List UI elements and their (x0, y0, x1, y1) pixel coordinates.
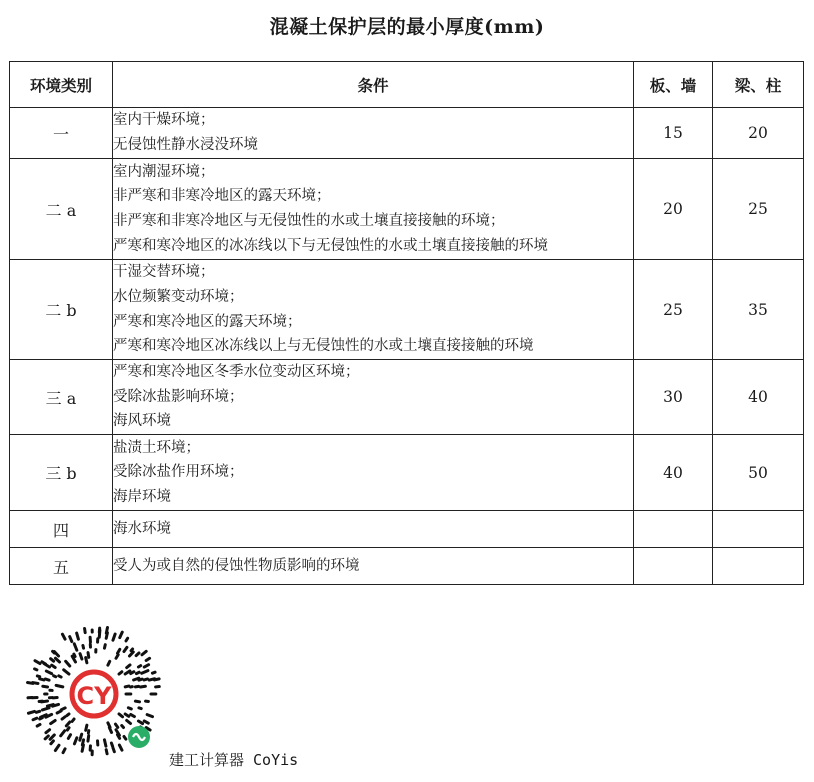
qr-dot (35, 669, 37, 670)
beam-column-value: 50 (713, 435, 804, 511)
qr-dot (66, 661, 70, 666)
header-condition: 条件 (113, 62, 634, 108)
env-class: 二 a (10, 159, 113, 260)
qr-logo-letters: CY (76, 682, 112, 710)
qr-dot (109, 728, 111, 733)
qr-dot (56, 685, 63, 687)
qr-dot (55, 745, 59, 750)
qr-dot (51, 720, 56, 723)
qr-dot (144, 679, 148, 680)
condition-line: 海风环境 (113, 413, 171, 430)
condition-cell (113, 159, 634, 260)
env-class: 一 (10, 108, 113, 159)
qr-dot (144, 721, 148, 723)
qr-dot (57, 711, 61, 713)
condition-line: 受除冰盐作用环境； (113, 464, 244, 481)
qr-dot (126, 638, 128, 641)
qr-dot (111, 743, 112, 746)
qr-dot (37, 676, 39, 677)
table-row (10, 435, 804, 511)
qr-dot (68, 735, 70, 739)
qr-dot (46, 730, 50, 733)
qr-dot (35, 661, 40, 664)
qr-dot (45, 736, 48, 739)
qr-dot (67, 714, 69, 716)
table-row (10, 159, 804, 260)
condition-line: 受除冰盐影响环境； (113, 388, 244, 405)
beam-column-value: 40 (713, 360, 804, 435)
qr-dot (50, 735, 54, 739)
table-row (10, 360, 804, 435)
qr-dot (140, 686, 145, 687)
qr-dot (46, 671, 51, 674)
condition-cell (113, 548, 634, 585)
qr-dot (120, 632, 122, 637)
qr-dot (45, 679, 49, 680)
env-class: 二 b (10, 260, 113, 360)
qr-dot (138, 721, 142, 724)
header-slab-wall: 板、墙 (634, 62, 713, 108)
qr-dot (47, 705, 53, 707)
qr-dot (80, 654, 82, 659)
slab-wall-value: 20 (634, 159, 713, 260)
beam-column-value (713, 548, 804, 585)
qr-dot (43, 686, 48, 687)
condition-cell (113, 108, 634, 159)
qr-dot (67, 728, 69, 730)
qr-dot (74, 644, 77, 650)
table-row (10, 260, 804, 360)
qr-dot (66, 722, 69, 726)
slab-wall-value: 25 (634, 260, 713, 360)
qr-dot (28, 711, 34, 713)
qr-dot (144, 665, 148, 667)
qr-dot (82, 745, 83, 751)
table-header-row (10, 62, 804, 108)
qr-dot (131, 714, 135, 716)
beam-column-value: 25 (713, 159, 804, 260)
qr-dot (122, 726, 124, 728)
qr-dot (37, 724, 40, 726)
qr-dot (128, 708, 131, 709)
qr-dot (63, 749, 65, 753)
qr-dot (42, 708, 49, 710)
qr-dot (116, 655, 118, 658)
condition-line: 严寒和寒冷地区冰冻线以上与无侵蚀性的水或土壤直接接触的环境 (113, 338, 534, 355)
qr-dot (139, 679, 142, 680)
qr-dot (104, 645, 105, 648)
qr-dot (106, 628, 107, 634)
qr-dot (129, 652, 133, 656)
condition-line: 非严寒和非寒冷地区的露天环境； (113, 188, 331, 205)
env-class: 四 (10, 511, 113, 548)
qr-dot (142, 651, 146, 654)
qr-dot (131, 672, 134, 674)
qr-dot (85, 628, 86, 632)
qr-dot (131, 649, 133, 651)
condition-cell (113, 360, 634, 435)
condition-line: 海岸环境 (113, 488, 171, 505)
condition-cell (113, 435, 634, 511)
cover-thickness-table (9, 61, 804, 585)
slab-wall-value: 30 (634, 360, 713, 435)
qr-dot (72, 719, 74, 721)
qr-dot (104, 740, 105, 746)
qr-dot (61, 708, 65, 710)
slab-wall-value: 40 (634, 435, 713, 511)
qr-dot (62, 634, 65, 639)
qr-dot (77, 633, 79, 639)
qr-dot (119, 672, 122, 674)
qr-dot (124, 736, 126, 739)
qr-dot (40, 679, 44, 680)
footer-brand: 建工计算器 CoYis (169, 751, 299, 769)
qr-dot (51, 741, 53, 744)
slab-wall-value (634, 548, 713, 585)
qr-dot (53, 651, 55, 653)
qr-dot (86, 658, 87, 663)
qr-dot (127, 665, 130, 668)
qr-dot (138, 666, 140, 667)
qr-dot (106, 750, 107, 754)
condition-line: 无侵蚀性静水浸没环境 (113, 137, 258, 153)
qr-dot (55, 658, 59, 662)
condition-line: 海水环境 (113, 520, 171, 537)
page-title: 混凝土保护层的最小厚度(mm) (269, 16, 545, 38)
table-row (10, 548, 804, 585)
qr-dot (83, 645, 84, 648)
condition-cell (113, 511, 634, 548)
qr-dot (54, 676, 56, 677)
table-row (10, 108, 804, 159)
qr-dot (74, 654, 75, 656)
qr-dot (136, 653, 139, 656)
beam-column-value (713, 511, 804, 548)
qr-dot (115, 724, 117, 727)
condition-line: 受人为或自然的侵蚀性物质影响的环境 (113, 557, 360, 574)
qr-dot (36, 711, 39, 712)
qr-dot (119, 714, 123, 717)
qr-dot (113, 634, 115, 640)
condition-line: 盐渍土环境； (113, 439, 200, 456)
qr-dot (135, 701, 139, 702)
condition-line: 水位频繁变动环境； (113, 288, 244, 305)
qr-dot (64, 670, 69, 674)
qr-dot (135, 686, 138, 687)
qr-dot (61, 731, 65, 736)
qr-dot (125, 686, 129, 687)
qr-dot (70, 637, 72, 642)
qr-dot (154, 679, 159, 680)
env-class: 三 b (10, 435, 113, 511)
qr-dot (28, 682, 33, 683)
condition-line: 严寒和寒冷地区的露天环境； (113, 313, 302, 330)
slab-wall-value (634, 511, 713, 548)
qr-dot (113, 748, 114, 752)
qr-dot (146, 658, 149, 660)
condition-cell (113, 260, 634, 360)
qr-dot (62, 717, 65, 719)
qr-dot (139, 708, 141, 709)
qr-dot (74, 738, 76, 744)
qr-dot (33, 718, 37, 720)
qr-dot (52, 665, 55, 667)
qr-dot (42, 662, 46, 664)
env-class: 五 (10, 548, 113, 585)
qr-dot (88, 736, 89, 741)
qr-dot (118, 649, 120, 653)
qr-dot (51, 659, 54, 661)
mini-program-qr-code[interactable] (24, 624, 164, 764)
slab-wall-value: 15 (634, 108, 713, 159)
qr-dot (80, 734, 82, 740)
table-row (10, 511, 804, 548)
beam-column-value: 20 (713, 108, 804, 159)
condition-line: 室内潮湿环境； (113, 163, 215, 180)
qr-dot (88, 653, 89, 658)
qr-dot (119, 745, 122, 750)
qr-dot (152, 672, 155, 673)
beam-column-value: 35 (713, 260, 804, 360)
qr-dot (40, 718, 43, 719)
condition-line: 干湿交替环境； (113, 264, 215, 281)
qr-dot (142, 671, 148, 674)
env-class: 三 a (10, 360, 113, 435)
header-env: 环境类别 (10, 62, 113, 108)
qr-dot (118, 735, 120, 739)
qr-dot (124, 647, 127, 651)
header-beam-column: 梁、柱 (713, 62, 804, 108)
qr-dot (127, 720, 131, 723)
qr-dot (125, 714, 129, 716)
qr-dot (147, 715, 152, 717)
qr-dot (108, 661, 110, 665)
qr-dot (59, 676, 61, 677)
condition-line: 严寒和寒冷地区冬季水位变动区环境； (113, 364, 360, 381)
qr-dot (86, 725, 87, 730)
condition-line: 非严寒和非寒冷地区与无侵蚀性的水或土壤直接接触的环境； (113, 213, 505, 229)
qr-dot (136, 672, 139, 673)
condition-line: 室内干燥环境； (113, 112, 215, 129)
condition-line: 严寒和寒冷地区的冰冻线以下与无侵蚀性的水或土壤直接接触的环境 (113, 237, 548, 254)
